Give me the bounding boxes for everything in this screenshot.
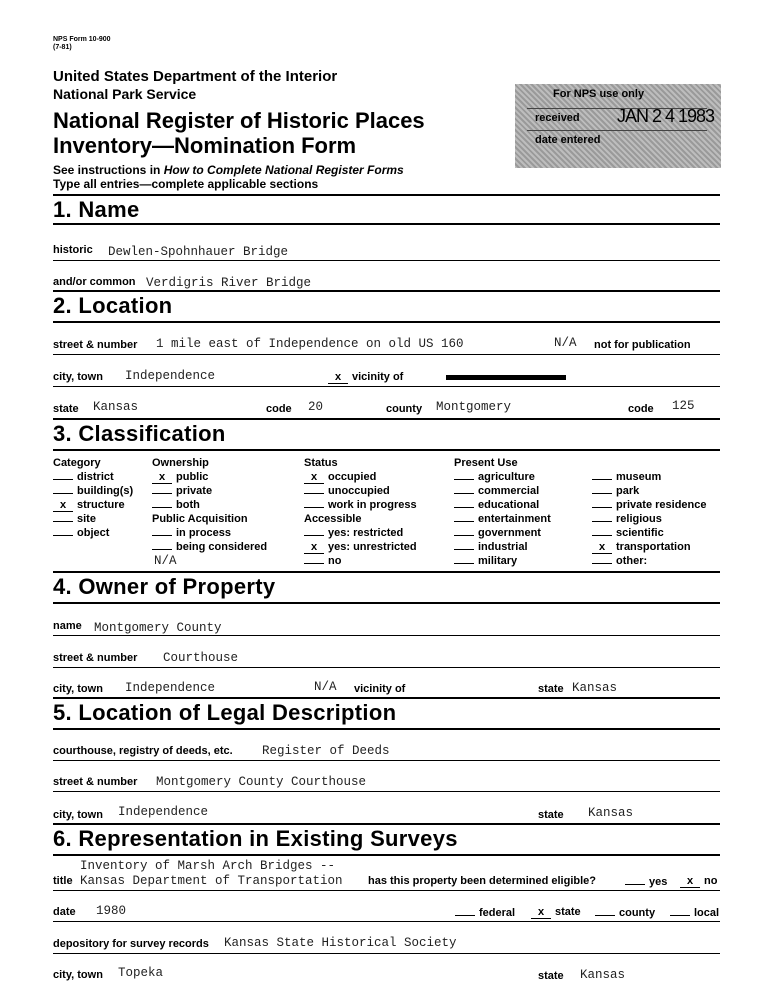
legal-state-value[interactable]: Kansas <box>588 806 634 820</box>
legal-city-label: city, town <box>53 809 103 821</box>
ownership-heading: Ownership <box>152 457 209 469</box>
section-3-heading: 3. Classification <box>53 421 226 446</box>
instructions-type: Type all entries—complete applicable sections <box>53 177 319 191</box>
use-industrial[interactable]: industrial <box>454 540 551 554</box>
survey-title-line1[interactable]: Inventory of Marsh Arch Bridges -- <box>80 859 336 873</box>
use-transportation[interactable]: x transportation <box>592 540 707 554</box>
survey-city-value[interactable]: Topeka <box>118 966 164 980</box>
location-code-value[interactable]: 20 <box>308 400 324 414</box>
section-1-heading: 1. Name <box>53 197 140 222</box>
status-work-in-progress[interactable]: work in progress <box>304 498 417 512</box>
owner-city-label: city, town <box>53 683 103 695</box>
owner-name-label: name <box>53 620 82 632</box>
category-column <box>53 456 133 540</box>
historic-value[interactable]: Dewlen-Spohnhauer Bridge <box>108 245 289 259</box>
stamp-for-use: For NPS use only <box>553 88 645 100</box>
use-commercial[interactable]: commercial <box>454 484 551 498</box>
depository-value[interactable]: Kansas State Historical Society <box>224 936 457 950</box>
courthouse-label: courthouse, registry of deeds, etc. <box>53 745 233 757</box>
accessible-unrestricted[interactable]: x yes: unrestricted <box>304 540 417 554</box>
section-5-heading: 5. Location of Legal Description <box>53 700 397 725</box>
category-object[interactable]: object <box>53 526 133 540</box>
acquisition-being-considered[interactable]: being considered <box>152 540 267 554</box>
survey-federal[interactable]: federal <box>455 906 515 919</box>
instructions: See instructions in How to Complete National Register Forms <box>53 163 404 177</box>
location-city-value[interactable]: Independence <box>125 369 216 383</box>
survey-state-label: state <box>538 970 564 982</box>
service-name: National Park Service <box>53 86 197 102</box>
status-occupied[interactable]: x occupied <box>304 470 417 484</box>
location-county-value[interactable]: Montgomery <box>436 400 512 414</box>
present-use-column-2 <box>592 470 707 568</box>
owner-city-value[interactable]: Independence <box>125 681 216 695</box>
form-number: NPS Form 10-900 <box>53 36 111 43</box>
survey-date-label: date <box>53 906 76 918</box>
accessible-no[interactable]: no <box>304 554 417 568</box>
use-entertainment[interactable]: entertainment <box>454 512 551 526</box>
use-other[interactable]: other: <box>592 554 707 568</box>
survey-local[interactable]: local <box>670 906 719 919</box>
nps-use-stamp <box>515 84 721 168</box>
location-code-label: code <box>266 403 292 415</box>
owner-street-label: street & number <box>53 652 138 664</box>
owner-name-value[interactable]: Montgomery County <box>94 621 222 635</box>
use-educational[interactable]: educational <box>454 498 551 512</box>
survey-county[interactable]: county <box>595 906 655 919</box>
not-for-publication-label: not for publication <box>594 339 691 351</box>
use-military[interactable]: military <box>454 554 551 568</box>
owner-vicinity-label: vicinity of <box>354 683 406 695</box>
status-heading: Status <box>304 457 338 469</box>
accessible-heading: Accessible <box>304 513 362 525</box>
location-county-label: county <box>386 403 423 415</box>
use-museum[interactable]: museum <box>592 470 707 484</box>
acquisition-na: N/A <box>154 554 177 568</box>
courthouse-value[interactable]: Register of Deeds <box>262 744 390 758</box>
category-heading: Category <box>53 457 101 469</box>
ownership-column <box>152 456 267 568</box>
form-title-line2: Inventory—Nomination Form <box>53 133 357 158</box>
survey-state-value[interactable]: Kansas <box>580 968 626 982</box>
historic-label: historic <box>53 244 93 256</box>
use-religious[interactable]: religious <box>592 512 707 526</box>
legal-street-value[interactable]: Montgomery County Courthouse <box>156 775 367 789</box>
use-government[interactable]: government <box>454 526 551 540</box>
section-2-heading: 2. Location <box>53 293 173 318</box>
survey-date-value[interactable]: 1980 <box>96 904 127 918</box>
location-street-value[interactable]: 1 mile east of Independence on old US 160 <box>156 337 464 351</box>
use-park[interactable]: park <box>592 484 707 498</box>
location-state-label: state <box>53 403 79 415</box>
owner-vicinity-mark[interactable]: N/A <box>314 680 337 694</box>
legal-street-label: street & number <box>53 776 138 788</box>
location-city-label: city, town <box>53 371 103 383</box>
eligible-yes[interactable]: yes <box>625 875 667 888</box>
status-column <box>304 456 417 568</box>
accessible-restricted[interactable]: yes: restricted <box>304 526 417 540</box>
stamp-received-date: JAN 2 4 1983 <box>617 106 715 126</box>
category-structure[interactable]: x structure <box>53 498 133 512</box>
survey-state[interactable]: x state <box>531 906 581 919</box>
legal-city-value[interactable]: Independence <box>118 805 209 819</box>
acquisition-in-process[interactable]: in process <box>152 526 267 540</box>
stamp-received-label: received <box>535 112 580 124</box>
category-district[interactable]: district <box>53 470 133 484</box>
owner-street-value[interactable]: Courthouse <box>163 651 239 665</box>
owner-state-value[interactable]: Kansas <box>572 681 618 695</box>
not-for-publication-mark[interactable]: N/A <box>554 336 577 350</box>
owner-state-label: state <box>538 683 564 695</box>
section-4-heading: 4. Owner of Property <box>53 574 276 599</box>
ownership-public[interactable]: x public <box>152 470 267 484</box>
category-site[interactable]: site <box>53 512 133 526</box>
location-code2-label: code <box>628 403 654 415</box>
use-scientific[interactable]: scientific <box>592 526 707 540</box>
section-6-heading: 6. Representation in Existing Surveys <box>53 826 458 851</box>
location-code2-value[interactable]: 125 <box>672 399 695 413</box>
location-state-value[interactable]: Kansas <box>93 400 139 414</box>
andor-value[interactable]: Verdigris River Bridge <box>146 276 312 290</box>
present-use-heading: Present Use <box>454 457 518 469</box>
andor-label: and/or common <box>53 276 136 288</box>
department-name: United States Department of the Interior <box>53 68 338 85</box>
location-street-label: street & number <box>53 339 138 351</box>
ownership-private[interactable]: private <box>152 484 267 498</box>
form-revision: (7-81) <box>53 44 72 51</box>
status-unoccupied[interactable]: unoccupied <box>304 484 417 498</box>
legal-state-label: state <box>538 809 564 821</box>
stamp-date-entered: date entered <box>535 134 601 146</box>
survey-title-line2[interactable]: Kansas Department of Transportation <box>80 874 343 888</box>
use-private-residence[interactable]: private residence <box>592 498 707 512</box>
eligible-no[interactable]: x no <box>680 875 717 888</box>
use-agriculture[interactable]: agriculture <box>454 470 551 484</box>
depository-label: depository for survey records <box>53 938 209 950</box>
present-use-column-1 <box>454 456 551 568</box>
eligible-question: has this property been determined eligible? <box>368 875 596 887</box>
category-buildings[interactable]: building(s) <box>53 484 133 498</box>
public-acquisition-heading: Public Acquisition <box>152 513 248 525</box>
survey-title-label: title <box>53 875 73 887</box>
struck-out-field <box>446 375 566 380</box>
form-title-line1: National Register of Historic Places <box>53 108 425 133</box>
survey-city-label: city, town <box>53 969 103 981</box>
location-vicinity: x vicinity of <box>328 371 403 384</box>
vicinity-check[interactable]: x <box>328 374 348 384</box>
ownership-both[interactable]: both <box>152 498 267 512</box>
